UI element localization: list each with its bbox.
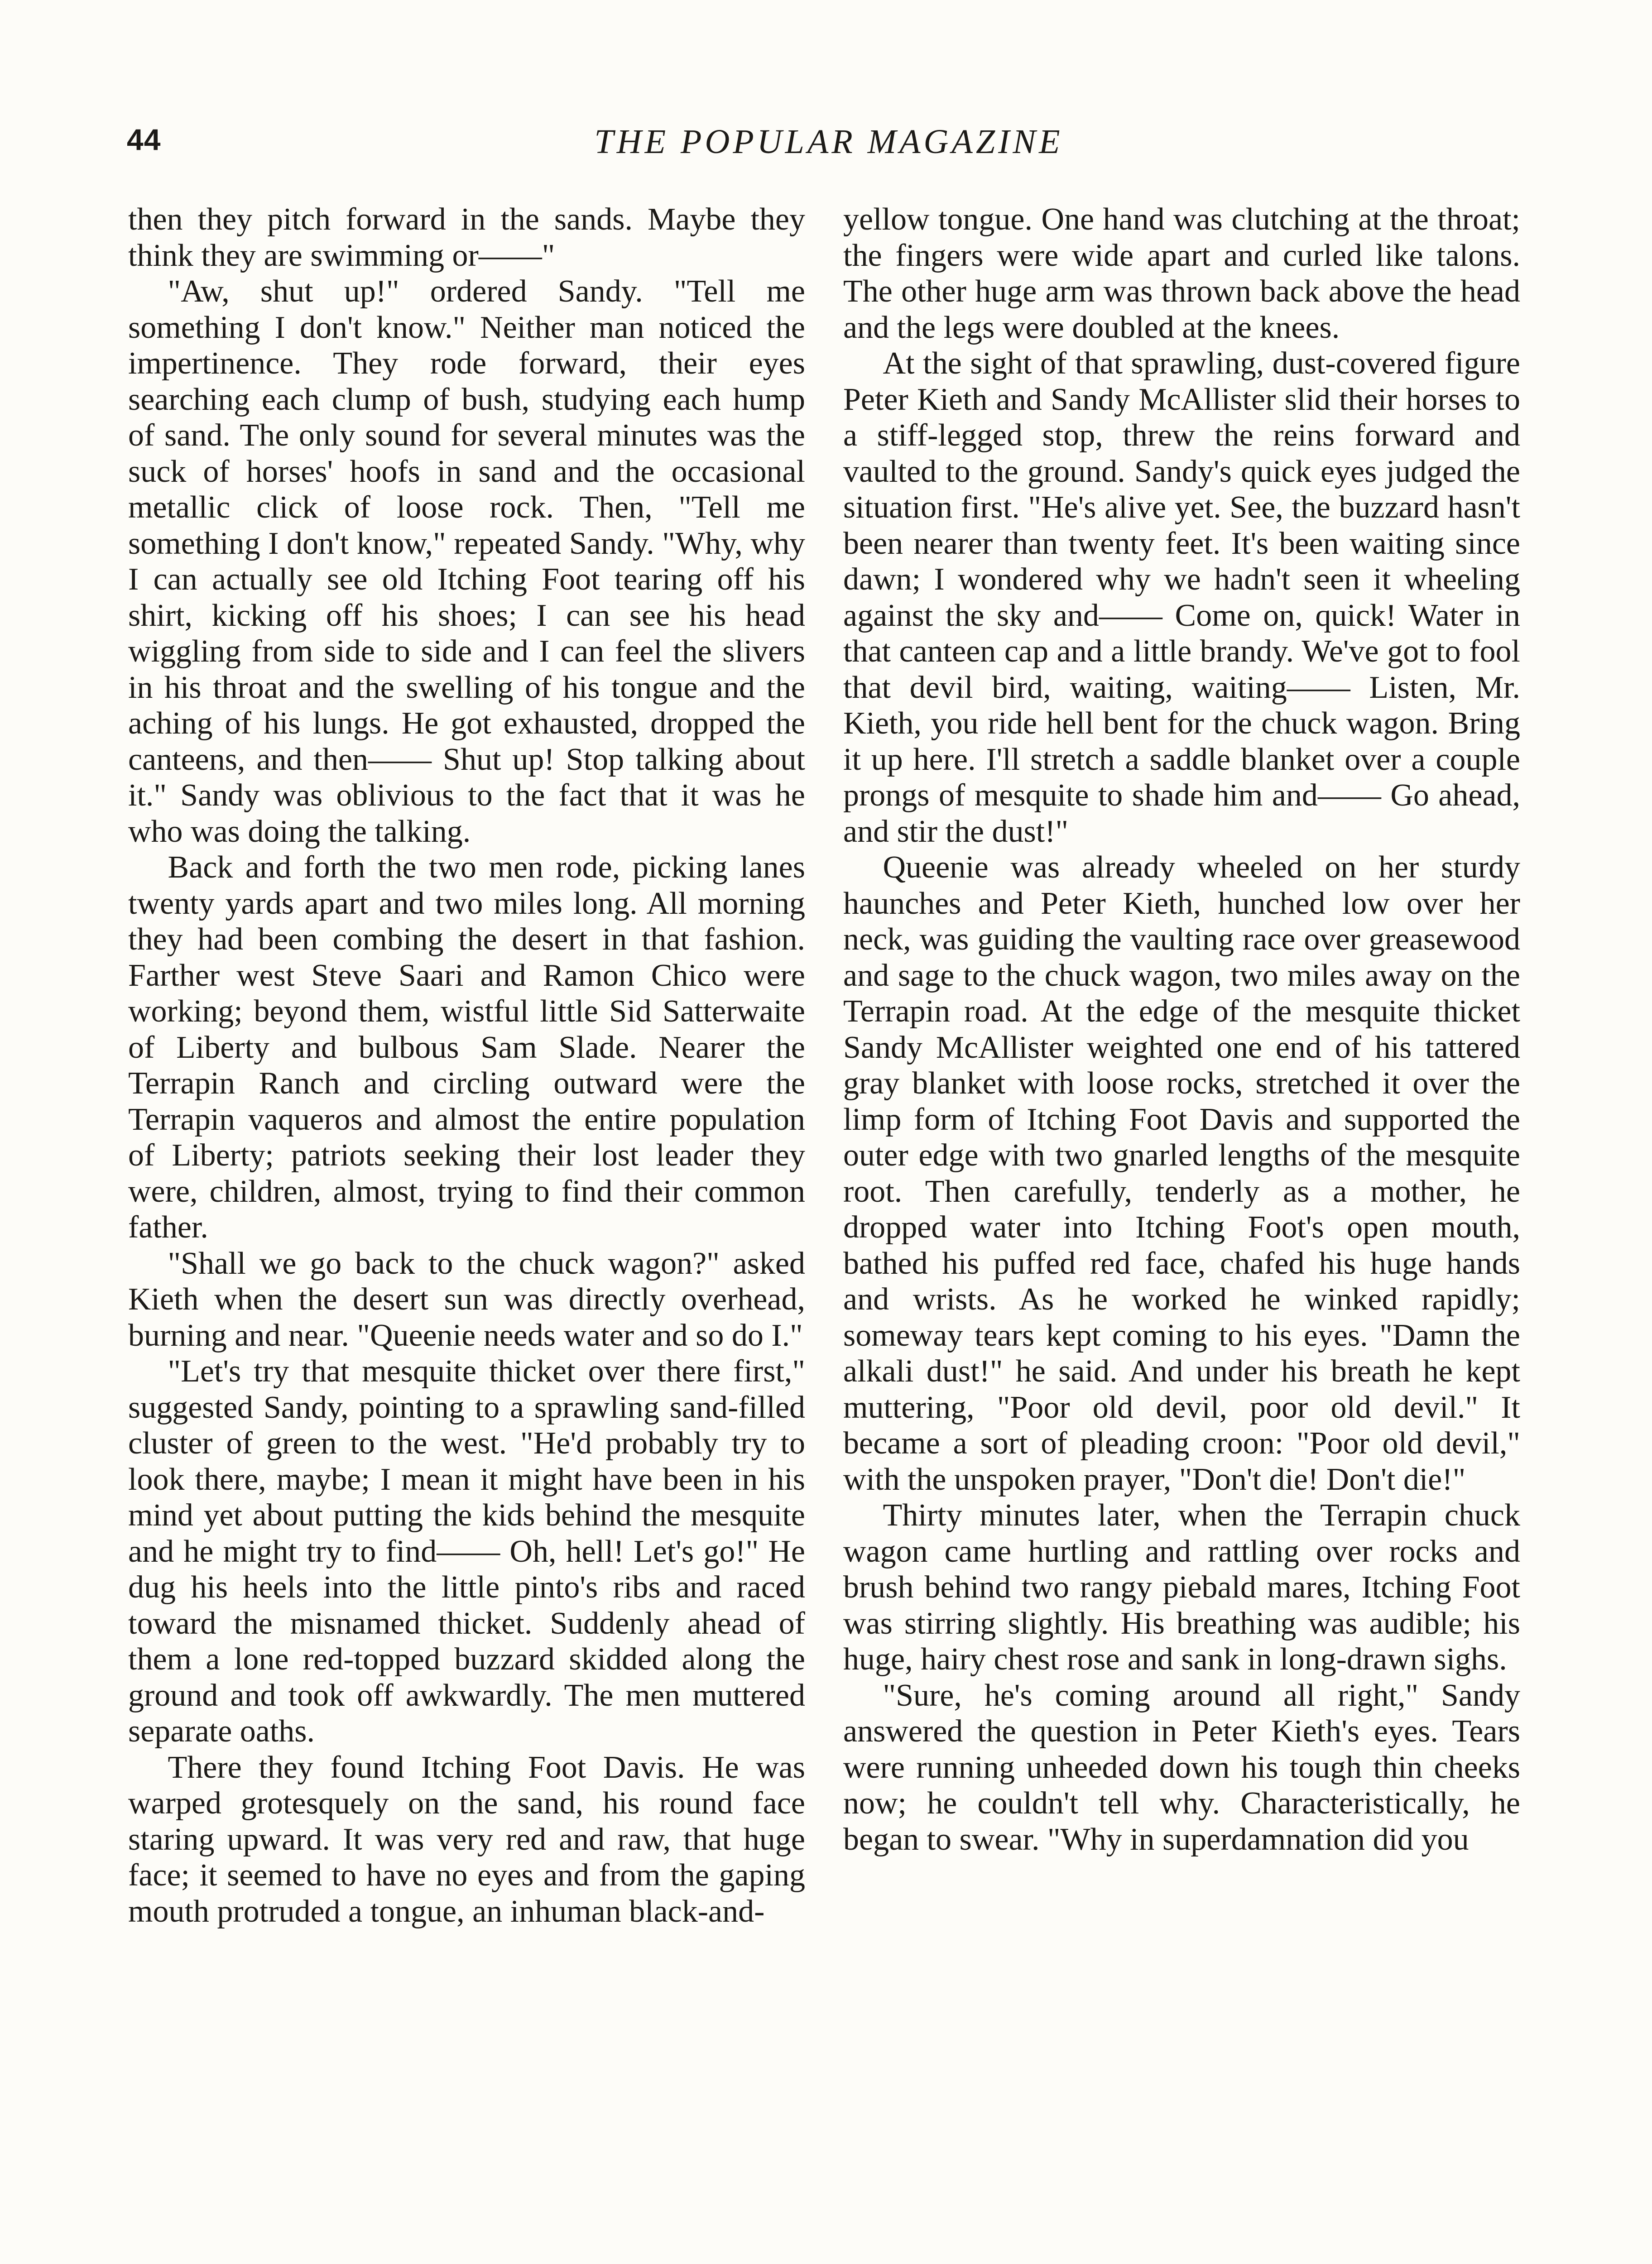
running-head: THE POPULAR MAGAZINE [594, 123, 1063, 161]
page-header [127, 122, 1531, 177]
paragraph: then they pitch forward in the sands. Maybe they think they are swimming or——" [128, 202, 805, 273]
paragraph: "Aw, shut up!" ordered Sandy. "Tell me something I don't know." Neither man noticed the impertinence. They rode forward, their eyes searching each clump of bush, studying each hump of sand. The only sound for several minutes was the suck of horses' hoofs in sand and the occasional metallic click of loose rock. Then, "Tell me something I don't know," repeated Sandy. "Why, why I can actually see old Itching Foot tearing off his shirt, kicking off his shoes; I can see his head wiggling from side to side and I can feel the slivers in his throat and the swelling of his tongue and the aching of his lungs. He got exhausted, dropped the canteens, and then—— Shut up! Stop talking about it." Sandy was oblivious to the fact that it was he who was doing the talking. [128, 274, 805, 849]
page-number: 44 [127, 123, 161, 156]
paragraph: Queenie was already wheeled on her sturdy haunches and Peter Kieth, hunched low over her neck, was guiding the vaulting race over greasewood and sage to the chuck wagon, two miles away on the Terrapin road. At the edge of the mesquite thicket Sandy McAllister weighted one end of his tattered gray blanket with loose rocks, stretched it over the limp form of Itching Foot Davis and supported the outer edge with two gnarled lengths of the mesquite root. Then carefully, tenderly as a mother, he dropped water into Itching Foot's open mouth, bathed his puffed red face, chafed his huge hands and wrists. As he worked he winked rapidly; someway tears kept coming to his eyes. "Damn the alkali dust!" he said. And under his breath he kept muttering, "Poor old devil, poor old devil." It became a sort of pleading croon: "Poor old devil," with the unspoken prayer, "Don't die! Don't die!" [843, 850, 1520, 1497]
paragraph: At the sight of that sprawling, dust-covered figure Peter Kieth and Sandy McAllister slid their horses to a stiff-legged stop, threw the reins forward and vaulted to the ground. Sandy's quick eyes judged the situation first. "He's alive yet. See, the buzzard hasn't been nearer than twenty feet. It's been waiting since dawn; I wondered why we hadn't seen it wheeling against the sky and—— Come on, quick! Water in that canteen cap and a little brandy. We've got to fool that devil bird, waiting, waiting—— Listen, Mr. Kieth, you ride hell bent for the chuck wagon. Bring it up here. I'll stretch a saddle blanket over a couple prongs of mesquite to shade him and—— Go ahead, and stir the dust!" [843, 346, 1520, 849]
paragraph: There they found Itching Foot Davis. He was warped grotesquely on the sand, his round face staring upward. It was very red and raw, that huge face; it seemed to have no eyes and from the gaping mouth protruded a tongue, an inhuman black-and- [128, 1750, 805, 1929]
paragraph: Back and forth the two men rode, picking lanes twenty yards apart and two miles long. All morning they had been combing the desert in that fashion. Farther west Steve Saari and Ramon Chico were working; beyond them, wistful little Sid Satterwaite of Liberty and bulbous Sam Slade. Nearer the Terrapin Ranch and circling outward were the Terrapin vaqueros and almost the entire population of Liberty; patriots seeking their lost leader they were, children, almost, trying to find their common father. [128, 850, 805, 1245]
paragraph: Thirty minutes later, when the Terrapin chuck wagon came hurtling and rattling over rocks and brush behind two rangy piebald mares, Itching Foot was stirring slightly. His breathing was audible; his huge, hairy chest rose and sank in long-drawn sighs. [843, 1498, 1520, 1677]
paragraph: "Sure, he's coming around all right," Sandy answered the question in Peter Kieth's eyes. Tears were running unheeded down his tough thin cheeks now; he couldn't tell why. Characteristically, he began to swear. "Why in superdamnation did you [843, 1678, 1520, 1857]
text-column-left [128, 201, 805, 1929]
text-column-right [843, 201, 1520, 1857]
paragraph: yellow tongue. One hand was clutching at the throat; the fingers were wide apart and curled like talons. The other huge arm was thrown back above the head and the legs were doubled at the knees. [843, 202, 1520, 345]
paragraph: "Let's try that mesquite thicket over there first," suggested Sandy, pointing to a sprawling sand-filled cluster of green to the west. "He'd probably try to look there, maybe; I mean it might have been in his mind yet about putting the kids behind the mesquite and he might try to find—— Oh, hell! Let's go!" He dug his heels into the little pinto's ribs and raced toward the misnamed thicket. Suddenly ahead of them a lone red-topped buzzard skidded along the ground and took off awkwardly. The men muttered separate oaths. [128, 1354, 805, 1749]
paragraph: "Shall we go back to the chuck wagon?" asked Kieth when the desert sun was directly overhead, burning and near. "Queenie needs water and so do I." [128, 1246, 805, 1353]
